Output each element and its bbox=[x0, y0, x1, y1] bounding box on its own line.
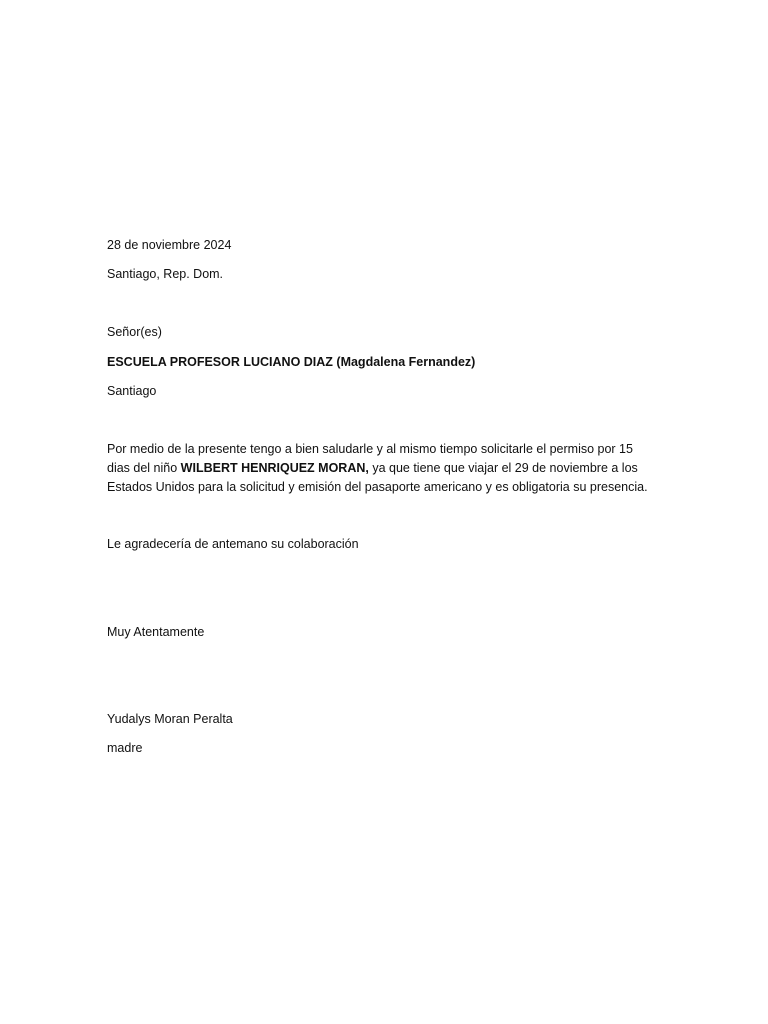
child-name: WILBERT HENRIQUEZ MORAN, bbox=[180, 461, 369, 475]
signer-role: madre bbox=[107, 741, 143, 755]
salutation: Señor(es) bbox=[107, 325, 162, 339]
letter-place: Santiago, Rep. Dom. bbox=[107, 267, 224, 281]
body-line-1: Por medio de la presente tengo a bien saludarle y al mismo tiempo solicitarle el permiso por 15 bbox=[107, 442, 633, 456]
body-line-2-start: dias del niño bbox=[107, 461, 181, 475]
recipient: ESCUELA PROFESOR LUCIANO DIAZ (Magdalena Fernandez) bbox=[107, 355, 476, 369]
signer-name: Yudalys Moran Peralta bbox=[107, 712, 233, 726]
thanks-line: Le agradecería de antemano su colaboración bbox=[107, 537, 359, 551]
body-line-2-end: ya que tiene que viajar el 29 de noviembre a los bbox=[368, 461, 638, 475]
letter-body bbox=[107, 440, 667, 497]
body-line-3: Estados Unidos para la solicitud y emisión del pasaporte americano y es obligatoria su presencia. bbox=[107, 480, 648, 494]
body-line-2 bbox=[107, 459, 667, 478]
letter-date: 28 de noviembre 2024 bbox=[107, 238, 232, 252]
closing: Muy Atentamente bbox=[107, 625, 205, 639]
recipient-city: Santiago bbox=[107, 384, 157, 398]
